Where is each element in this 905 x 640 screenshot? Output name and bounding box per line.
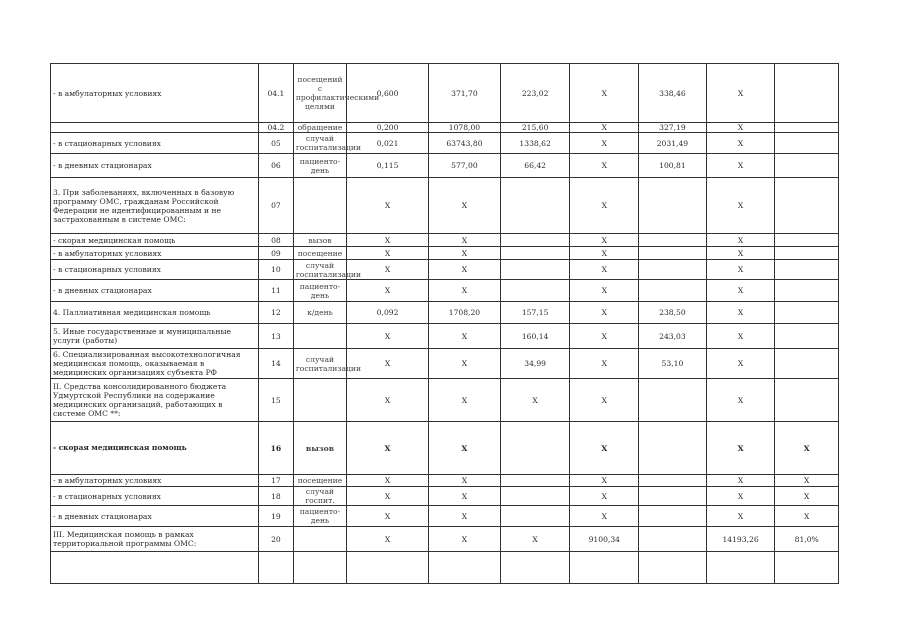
cell-value: X bbox=[347, 487, 429, 506]
row-name: - в дневных стационарах bbox=[51, 154, 259, 178]
row-name: - в стационарных условиях bbox=[51, 133, 259, 154]
cell-value: X bbox=[429, 349, 501, 379]
row-code: 14 bbox=[259, 349, 294, 379]
cell-value: X bbox=[347, 527, 429, 552]
cell-value: 53,10 bbox=[639, 349, 707, 379]
row-unit: пациенто-день bbox=[293, 280, 346, 302]
cell-value bbox=[775, 324, 839, 349]
cell-value: X bbox=[706, 349, 775, 379]
row-unit bbox=[293, 178, 346, 234]
table-row bbox=[51, 552, 839, 584]
cell-value bbox=[500, 234, 570, 247]
table-row bbox=[51, 123, 839, 133]
cell-value: X bbox=[706, 247, 775, 260]
row-code: 09 bbox=[259, 247, 294, 260]
row-name: II. Средства консолидированного бюджета Удмуртской Республики на содержание медицинских организаций, работающих в системе ОМС **: bbox=[51, 379, 259, 422]
cell-value: 100,81 bbox=[639, 154, 707, 178]
cell-value bbox=[775, 379, 839, 422]
cell-value: X bbox=[347, 247, 429, 260]
cell-value: X bbox=[570, 487, 639, 506]
table-row bbox=[51, 302, 839, 324]
cell-value: X bbox=[347, 234, 429, 247]
row-code: 05 bbox=[259, 133, 294, 154]
cell-value: X bbox=[706, 64, 775, 123]
cell-value bbox=[775, 247, 839, 260]
cell-value: X bbox=[706, 379, 775, 422]
row-unit bbox=[293, 527, 346, 552]
cell-value: X bbox=[706, 475, 775, 487]
cell-value: 66,42 bbox=[500, 154, 570, 178]
cell-value: X bbox=[347, 349, 429, 379]
cell-value: X bbox=[347, 178, 429, 234]
cell-value: X bbox=[429, 527, 501, 552]
table-row bbox=[51, 475, 839, 487]
cell-value: 577,00 bbox=[429, 154, 501, 178]
cell-value: X bbox=[570, 234, 639, 247]
financing-table bbox=[50, 63, 839, 584]
row-code: 16 bbox=[259, 422, 294, 475]
row-code: 20 bbox=[259, 527, 294, 552]
cell-value bbox=[706, 552, 775, 584]
cell-value: 327,19 bbox=[639, 123, 707, 133]
cell-value: 81,0% bbox=[775, 527, 839, 552]
cell-value: X bbox=[570, 123, 639, 133]
table-row bbox=[51, 379, 839, 422]
cell-value: X bbox=[570, 64, 639, 123]
row-code: 13 bbox=[259, 324, 294, 349]
cell-value: X bbox=[706, 234, 775, 247]
row-unit: посещений с профилактическими целями bbox=[293, 64, 346, 123]
cell-value bbox=[570, 552, 639, 584]
row-unit: обращение bbox=[293, 123, 346, 133]
cell-value bbox=[639, 260, 707, 280]
cell-value bbox=[500, 280, 570, 302]
cell-value: X bbox=[500, 379, 570, 422]
cell-value: X bbox=[570, 302, 639, 324]
row-name: 4. Паллиативная медицинская помощь bbox=[51, 302, 259, 324]
cell-value: X bbox=[706, 487, 775, 506]
cell-value bbox=[639, 280, 707, 302]
cell-value: 0,021 bbox=[347, 133, 429, 154]
cell-value: 1078,00 bbox=[429, 123, 501, 133]
cell-value bbox=[500, 422, 570, 475]
row-code: 11 bbox=[259, 280, 294, 302]
cell-value bbox=[500, 552, 570, 584]
cell-value: 14193,26 bbox=[706, 527, 775, 552]
cell-value: X bbox=[706, 324, 775, 349]
row-name: - в дневных стационарах bbox=[51, 280, 259, 302]
table-row bbox=[51, 154, 839, 178]
cell-value bbox=[500, 475, 570, 487]
row-unit: вызов bbox=[293, 422, 346, 475]
cell-value bbox=[500, 506, 570, 527]
table-row bbox=[51, 349, 839, 379]
row-unit bbox=[293, 379, 346, 422]
cell-value: 0,200 bbox=[347, 123, 429, 133]
cell-value: X bbox=[429, 260, 501, 280]
row-name: 6. Специализированная высокотехнологичная медицинская помощь, оказываемая в медицинских организациях субъекта РФ bbox=[51, 349, 259, 379]
row-name: - в амбулаторных условиях bbox=[51, 247, 259, 260]
row-unit: вызов bbox=[293, 234, 346, 247]
cell-value bbox=[500, 178, 570, 234]
cell-value: X bbox=[347, 260, 429, 280]
cell-value: X bbox=[706, 506, 775, 527]
cell-value: X bbox=[570, 475, 639, 487]
cell-value: X bbox=[570, 280, 639, 302]
cell-value: X bbox=[775, 422, 839, 475]
row-unit: случай госпит. bbox=[293, 487, 346, 506]
row-name: - в стационарных условиях bbox=[51, 487, 259, 506]
row-name: - в стационарных условиях bbox=[51, 260, 259, 280]
cell-value bbox=[429, 552, 501, 584]
cell-value: 215,60 bbox=[500, 123, 570, 133]
cell-value bbox=[775, 349, 839, 379]
row-code: 10 bbox=[259, 260, 294, 280]
cell-value: 338,46 bbox=[639, 64, 707, 123]
cell-value: X bbox=[429, 324, 501, 349]
cell-value: X bbox=[570, 247, 639, 260]
cell-value: X bbox=[706, 133, 775, 154]
row-unit: пациенто-день bbox=[293, 506, 346, 527]
cell-value: X bbox=[706, 154, 775, 178]
row-name bbox=[51, 123, 259, 133]
row-code: 08 bbox=[259, 234, 294, 247]
cell-value bbox=[639, 379, 707, 422]
cell-value bbox=[500, 260, 570, 280]
table-row bbox=[51, 324, 839, 349]
table-row bbox=[51, 234, 839, 247]
row-code bbox=[259, 552, 294, 584]
cell-value: 157,15 bbox=[500, 302, 570, 324]
table-row bbox=[51, 506, 839, 527]
table-row bbox=[51, 64, 839, 123]
cell-value: X bbox=[347, 475, 429, 487]
cell-value: X bbox=[347, 422, 429, 475]
row-code: 18 bbox=[259, 487, 294, 506]
row-unit: посещение bbox=[293, 247, 346, 260]
cell-value: X bbox=[429, 247, 501, 260]
cell-value bbox=[500, 487, 570, 506]
cell-value bbox=[500, 247, 570, 260]
row-unit: посещение bbox=[293, 475, 346, 487]
cell-value: X bbox=[429, 487, 501, 506]
table-row bbox=[51, 487, 839, 506]
cell-value: X bbox=[347, 324, 429, 349]
cell-value: 0,600 bbox=[347, 64, 429, 123]
table-row bbox=[51, 280, 839, 302]
cell-value bbox=[775, 302, 839, 324]
cell-value bbox=[775, 280, 839, 302]
cell-value: X bbox=[775, 506, 839, 527]
row-code: 04.1 bbox=[259, 64, 294, 123]
row-unit: пациенто-день bbox=[293, 154, 346, 178]
cell-value: X bbox=[706, 260, 775, 280]
cell-value: X bbox=[429, 506, 501, 527]
cell-value: 1338,62 bbox=[500, 133, 570, 154]
cell-value: X bbox=[429, 422, 501, 475]
row-unit bbox=[293, 324, 346, 349]
row-name: - в дневных стационарах bbox=[51, 506, 259, 527]
cell-value: X bbox=[775, 487, 839, 506]
cell-value: 243,03 bbox=[639, 324, 707, 349]
row-unit bbox=[293, 552, 346, 584]
cell-value: X bbox=[775, 475, 839, 487]
cell-value: X bbox=[706, 280, 775, 302]
cell-value: X bbox=[570, 178, 639, 234]
cell-value bbox=[347, 552, 429, 584]
cell-value bbox=[639, 475, 707, 487]
cell-value: X bbox=[570, 154, 639, 178]
cell-value bbox=[639, 247, 707, 260]
row-name: 5. Иные государственные и муниципальные услуги (работы) bbox=[51, 324, 259, 349]
cell-value: X bbox=[706, 422, 775, 475]
cell-value: X bbox=[570, 133, 639, 154]
cell-value: 34,99 bbox=[500, 349, 570, 379]
table-row bbox=[51, 422, 839, 475]
cell-value bbox=[639, 527, 707, 552]
cell-value bbox=[775, 552, 839, 584]
cell-value: X bbox=[347, 506, 429, 527]
cell-value bbox=[639, 487, 707, 506]
cell-value: X bbox=[706, 302, 775, 324]
cell-value bbox=[775, 178, 839, 234]
row-name: - скорая медицинская помощь bbox=[51, 422, 259, 475]
cell-value: X bbox=[429, 178, 501, 234]
row-unit: случай госпитализации bbox=[293, 133, 346, 154]
row-unit: к/день bbox=[293, 302, 346, 324]
cell-value: 2031,49 bbox=[639, 133, 707, 154]
cell-value: 9100,34 bbox=[570, 527, 639, 552]
row-name: - скорая медицинская помощь bbox=[51, 234, 259, 247]
cell-value: X bbox=[347, 379, 429, 422]
cell-value: X bbox=[347, 280, 429, 302]
cell-value bbox=[639, 506, 707, 527]
cell-value bbox=[775, 154, 839, 178]
cell-value: X bbox=[570, 324, 639, 349]
row-unit: случай госпитализации bbox=[293, 260, 346, 280]
cell-value bbox=[639, 178, 707, 234]
cell-value: X bbox=[706, 178, 775, 234]
cell-value: 1708,20 bbox=[429, 302, 501, 324]
cell-value: X bbox=[706, 123, 775, 133]
cell-value bbox=[639, 422, 707, 475]
cell-value: X bbox=[429, 475, 501, 487]
table-row bbox=[51, 178, 839, 234]
row-unit: случай госпитализации bbox=[293, 349, 346, 379]
cell-value bbox=[775, 64, 839, 123]
table-row bbox=[51, 260, 839, 280]
cell-value: X bbox=[570, 349, 639, 379]
cell-value bbox=[775, 234, 839, 247]
row-name: - в амбулаторных условиях bbox=[51, 64, 259, 123]
row-name bbox=[51, 552, 259, 584]
cell-value bbox=[775, 133, 839, 154]
cell-value: 63743,80 bbox=[429, 133, 501, 154]
cell-value: X bbox=[570, 506, 639, 527]
row-code: 19 bbox=[259, 506, 294, 527]
cell-value: 0,092 bbox=[347, 302, 429, 324]
cell-value: 0,115 bbox=[347, 154, 429, 178]
cell-value: X bbox=[429, 234, 501, 247]
row-code: 17 bbox=[259, 475, 294, 487]
cell-value: 371,70 bbox=[429, 64, 501, 123]
table-row bbox=[51, 133, 839, 154]
cell-value: X bbox=[429, 379, 501, 422]
cell-value: X bbox=[429, 280, 501, 302]
table-row bbox=[51, 527, 839, 552]
cell-value bbox=[639, 552, 707, 584]
row-name: - в амбулаторных условиях bbox=[51, 475, 259, 487]
cell-value: 160,14 bbox=[500, 324, 570, 349]
cell-value bbox=[639, 234, 707, 247]
row-name: 3. При заболеваниях, включенных в базовую программу ОМС, гражданам Российской Федерации не идентифицированным и не застрахованным в системе ОМС: bbox=[51, 178, 259, 234]
cell-value: X bbox=[570, 379, 639, 422]
cell-value: 238,50 bbox=[639, 302, 707, 324]
cell-value bbox=[775, 123, 839, 133]
row-code: 07 bbox=[259, 178, 294, 234]
table-row bbox=[51, 247, 839, 260]
cell-value: X bbox=[570, 260, 639, 280]
row-code: 04.2 bbox=[259, 123, 294, 133]
row-name: III. Медицинская помощь в рамках территориальной программы ОМС: bbox=[51, 527, 259, 552]
cell-value bbox=[775, 260, 839, 280]
cell-value: 223,02 bbox=[500, 64, 570, 123]
cell-value: X bbox=[570, 422, 639, 475]
row-code: 12 bbox=[259, 302, 294, 324]
row-code: 15 bbox=[259, 379, 294, 422]
row-code: 06 bbox=[259, 154, 294, 178]
cell-value: X bbox=[500, 527, 570, 552]
